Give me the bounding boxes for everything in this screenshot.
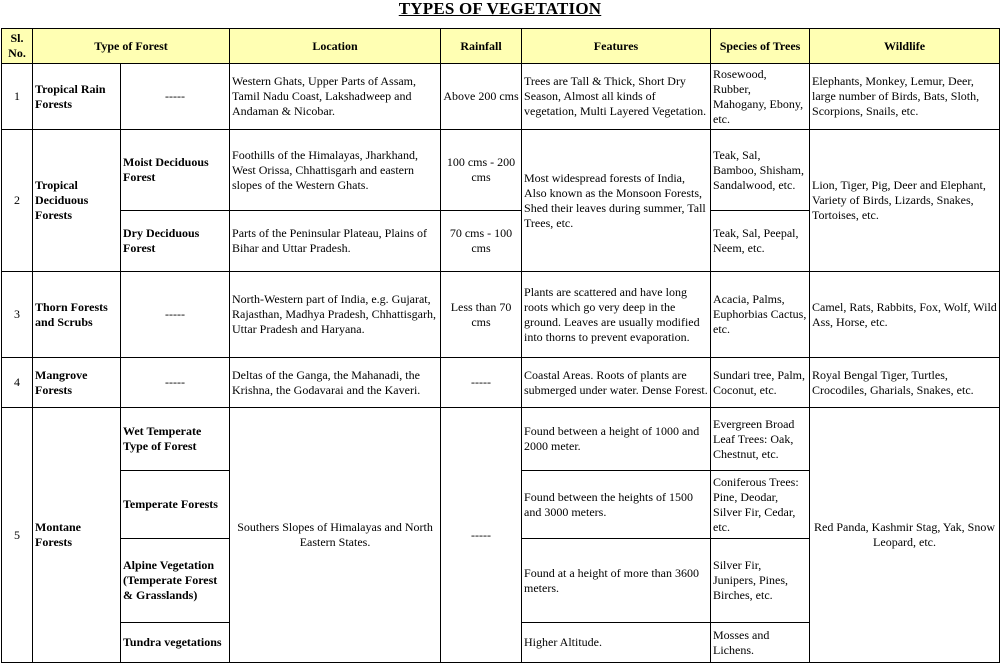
features-cell: Higher Altitude. xyxy=(522,623,711,663)
table-row xyxy=(2,358,1000,408)
rainfall-cell: 100 cms - 200 cms xyxy=(441,130,522,211)
header-type: Type of Forest xyxy=(33,29,230,64)
species-cell: Acacia, Palms, Euphorbias Cactus, etc. xyxy=(711,272,810,358)
header-location: Location xyxy=(230,29,441,64)
rainfall-cell: ----- xyxy=(441,408,522,663)
location-cell: North-Western part of India, e.g. Gujarat, Rajasthan, Madhya Pradesh, Chhattisgarh, Uttar Pradesh and Haryana. xyxy=(230,272,441,358)
forest-type-cell: Tropical Rain Forests xyxy=(33,64,121,130)
table-row xyxy=(2,130,1000,211)
species-cell: Teak, Sal, Peepal, Neem, etc. xyxy=(711,211,810,272)
forest-type-cell: Tropical Deciduous Forests xyxy=(33,130,121,272)
subtype-cell: Dry Deciduous Forest xyxy=(121,211,230,272)
features-cell: Plants are scattered and have long roots which go very deep in the ground. Leaves are usually modified into thorns to prevent evaporation. xyxy=(522,272,711,358)
header-species: Species of Trees xyxy=(711,29,810,64)
subtype-cell: Temperate Forests xyxy=(121,471,230,539)
species-cell: Coniferous Trees: Pine, Deodar, Silver Fir, Cedar, etc. xyxy=(711,471,810,539)
features-cell: Found between a height of 1000 and 2000 meter. xyxy=(522,408,711,471)
header-wildlife: Wildlife xyxy=(810,29,1000,64)
sl-cell: 5 xyxy=(2,408,33,663)
wildlife-cell: Royal Bengal Tiger, Turtles, Crocodiles, Gharials, Snakes, etc. xyxy=(810,358,1000,408)
location-cell: Deltas of the Ganga, the Mahanadi, the Krishna, the Godavarai and the Kaveri. xyxy=(230,358,441,408)
subtype-cell: ----- xyxy=(121,64,230,130)
table-row xyxy=(2,272,1000,358)
sl-cell: 2 xyxy=(2,130,33,272)
subtype-cell: Moist Deciduous Forest xyxy=(121,130,230,211)
forest-type-cell: Thorn Forests and Scrubs xyxy=(33,272,121,358)
features-cell: Trees are Tall & Thick, Short Dry Season, Almost all kinds of vegetation, Multi Layered Vegetation. xyxy=(522,64,711,130)
sl-cell: 4 xyxy=(2,358,33,408)
sl-cell: 1 xyxy=(2,64,33,130)
sl-cell: 3 xyxy=(2,272,33,358)
location-cell: Foothills of the Himalayas, Jharkhand, West Orissa, Chhattisgarh and eastern slopes of the Western Ghats. xyxy=(230,130,441,211)
rainfall-cell: ----- xyxy=(441,358,522,408)
header-row xyxy=(2,29,1000,64)
table-row xyxy=(2,408,1000,471)
location-cell: Southers Slopes of Himalayas and North Eastern States. xyxy=(230,408,441,663)
features-cell: Found at a height of more than 3600 meters. xyxy=(522,539,711,623)
subtype-cell: ----- xyxy=(121,272,230,358)
rainfall-cell: 70 cms - 100 cms xyxy=(441,211,522,272)
rainfall-cell: Less than 70 cms xyxy=(441,272,522,358)
location-cell: Western Ghats, Upper Parts of Assam, Tamil Nadu Coast, Lakshadweep and Andaman & Nicobar. xyxy=(230,64,441,130)
header-features: Features xyxy=(522,29,711,64)
species-cell: Rosewood, Rubber, Mahogany, Ebony, etc. xyxy=(711,64,810,130)
species-cell: Mosses and Lichens. xyxy=(711,623,810,663)
header-sl: Sl. No. xyxy=(2,29,33,64)
vegetation-table xyxy=(1,28,1000,663)
features-cell: Found between the heights of 1500 and 3000 meters. xyxy=(522,471,711,539)
subtype-cell: ----- xyxy=(121,358,230,408)
subtype-cell: Wet Temperate Type of Forest xyxy=(121,408,230,471)
forest-type-cell: Mangrove Forests xyxy=(33,358,121,408)
wildlife-cell: Elephants, Monkey, Lemur, Deer, large number of Birds, Bats, Sloth, Scorpions, Snails, etc. xyxy=(810,64,1000,130)
species-cell: Evergreen Broad Leaf Trees: Oak, Chestnut, etc. xyxy=(711,408,810,471)
species-cell: Sundari tree, Palm, Coconut, etc. xyxy=(711,358,810,408)
wildlife-cell: Red Panda, Kashmir Stag, Yak, Snow Leopard, etc. xyxy=(810,408,1000,663)
subtype-cell: Tundra vegetations xyxy=(121,623,230,663)
forest-type-cell: Montane Forests xyxy=(33,408,121,663)
location-cell: Parts of the Peninsular Plateau, Plains of Bihar and Uttar Pradesh. xyxy=(230,211,441,272)
features-cell: Coastal Areas. Roots of plants are submerged under water. Dense Forest. xyxy=(522,358,711,408)
rainfall-cell: Above 200 cms xyxy=(441,64,522,130)
wildlife-cell: Camel, Rats, Rabbits, Fox, Wolf, Wild Ass, Horse, etc. xyxy=(810,272,1000,358)
page-title: TYPES OF VEGETATION xyxy=(398,0,602,18)
header-rainfall: Rainfall xyxy=(441,29,522,64)
wildlife-cell: Lion, Tiger, Pig, Deer and Elephant, Variety of Birds, Lizards, Snakes, Tortoises, etc. xyxy=(810,130,1000,272)
species-cell: Teak, Sal, Bamboo, Shisham, Sandalwood, etc. xyxy=(711,130,810,211)
species-cell: Silver Fir, Junipers, Pines, Birches, etc. xyxy=(711,539,810,623)
features-cell: Most widespread forests of India, Also known as the Monsoon Forests, Shed their leaves during summer, Tall Trees, etc. xyxy=(522,130,711,272)
subtype-cell: Alpine Vegetation (Temperate Forest & Grasslands) xyxy=(121,539,230,623)
table-row xyxy=(2,64,1000,130)
